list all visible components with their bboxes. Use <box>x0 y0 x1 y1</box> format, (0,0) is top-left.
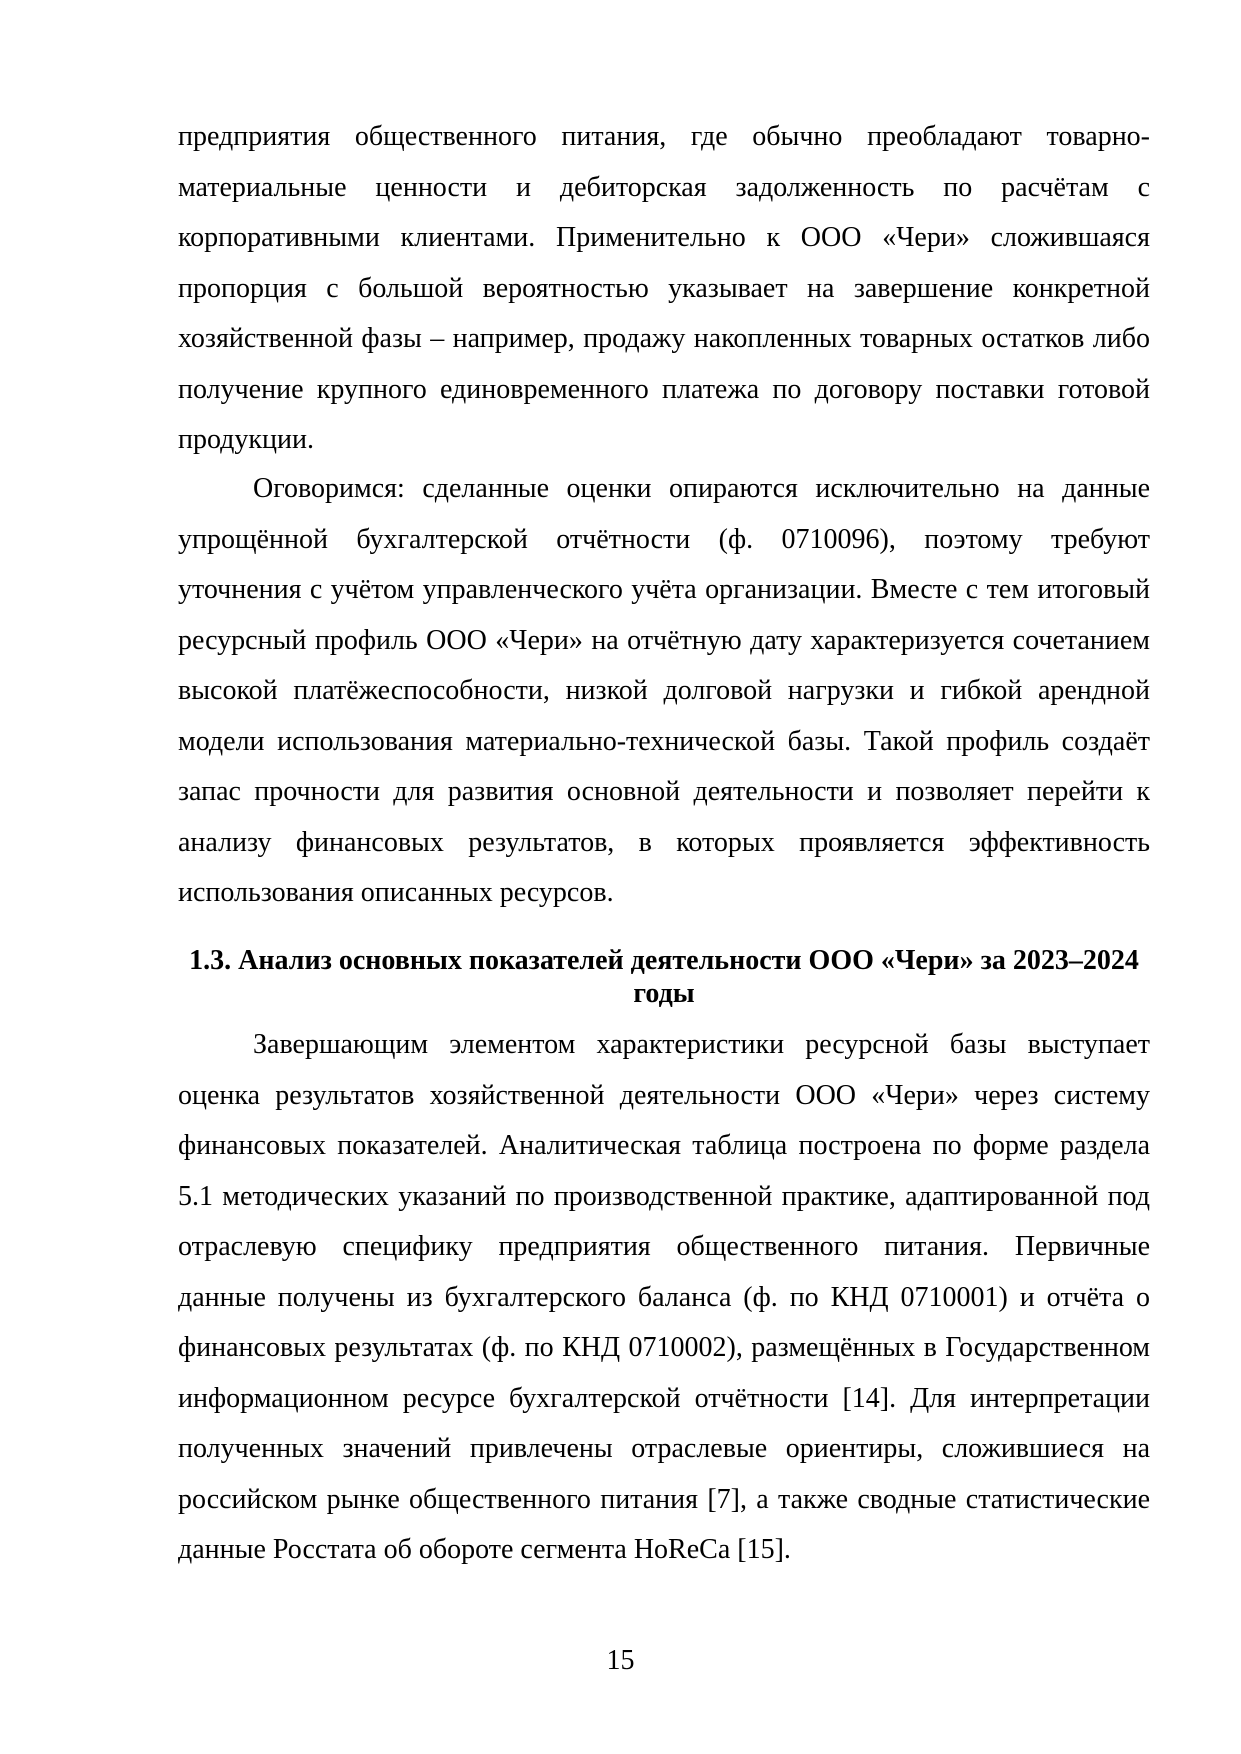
paragraph-section-intro: Завершающим элементом характеристики ресурсной базы выступает оценка результатов хозяйственной деятельности ООО «Чери» через систему финансовых показателей. Аналитическая таблица построена по форме раздела 5.1 методических указаний по производственной практике, адаптированной под отраслевую специфику предприятия общественного питания. Первичные данные получены из бухгалтерского баланса (ф. по КНД 0710001) и отчёта о финансовых результатах (ф. по КНД 0710002), размещённых в Государственном информационном ресурсе бухгалтерской отчётности [14]. Для интерпретации полученных значений привлечены отраслевые ориентиры, сложившиеся на российском рынке общественного питания [7], а также сводные статистические данные Росстата об обороте сегмента HoReCa [15]. <box>178 1029 1150 1565</box>
section-heading: 1.3. Анализ основных показателей деятельности ООО «Чери» за 2023–2024 годы <box>189 945 1139 1009</box>
page-number: 15 <box>606 1645 635 1676</box>
paragraph-continuation: предприятия общественного питания, где обычно преобладают товарно-материальные ценности и дебиторская задолженность по расчётам с корпоративными клиентами. Применительно к ООО «Чери» сложившаяся пропорция с большой вероятностью указывает на завершение конкретной хозяйственной фазы – например, продажу накопленных товарных остатков либо получение крупного единовременного платежа по договору поставки готовой продукции. <box>178 121 1150 455</box>
paragraph-assessment-note: Оговоримся: сделанные оценки опираются исключительно на данные упрощённой бухгалтерской отчётности (ф. 0710096), поэтому требуют уточнения с учётом управленческого учёта организации. Вместе с тем итоговый ресурсный профиль ООО «Чери» на отчётную дату характеризуется сочетанием высокой платёжеспособности, низкой долговой нагрузки и гибкой арендной модели использования материально-технической базы. Такой профиль создаёт запас прочности для развития основной деятельности и позволяет перейти к анализу финансовых результатов, в которых проявляется эффективность использования описанных ресурсов. <box>178 473 1150 908</box>
